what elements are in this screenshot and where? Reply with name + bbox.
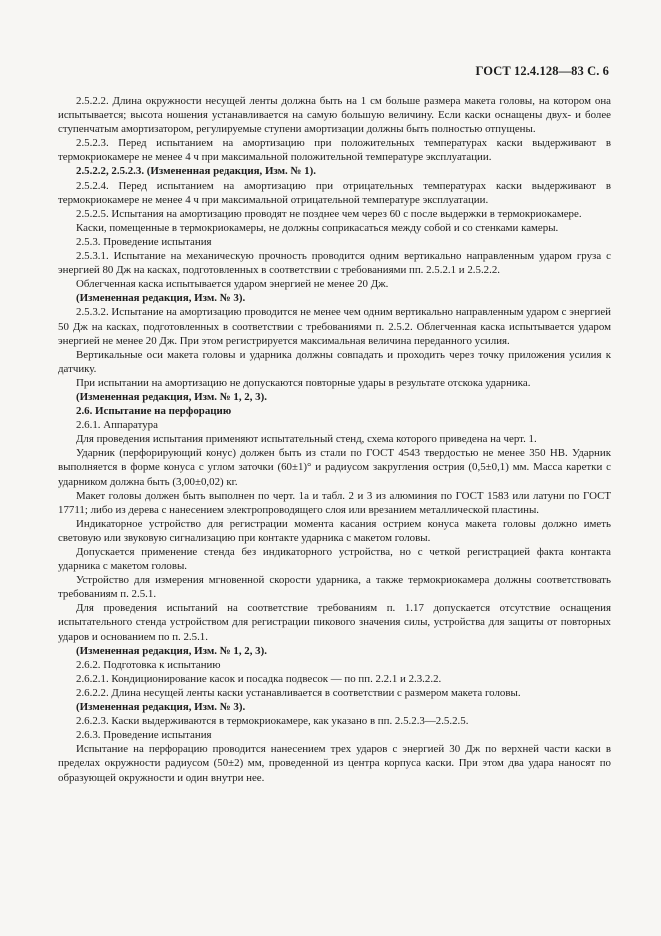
paragraph: Ударник (перфорирующий конус) должен быть из стали по ГОСТ 4543 твердостью не менее 350 НВ. Ударник выполняется в форме конуса с углом заточки (60±1)° и радиусом закругления острия (0,5±0,1) мм. Масса каретки с ударником должна быть (3,00±0,02) кг. <box>58 447 611 488</box>
page-header: ГОСТ 12.4.128—83 С. 6 <box>475 64 609 78</box>
paragraph: 2.5.2.3. Перед испытанием на амортизацию при положительных температурах каски выдерживают в термокриокамере не менее 4 ч при максимальной положительной температуре эксплуатации. <box>58 137 611 164</box>
paragraph: Устройство для измерения мгновенной скорости ударника, а также термокриокамера должны соответствовать требованиям п. 2.5.1. <box>58 574 611 601</box>
amendment-note: (Измененная редакция, Изм. № 3). <box>76 292 246 305</box>
subsection-heading: 2.6.3. Проведение испытания <box>76 729 212 742</box>
paragraph: Каски, помещенные в термокриокамеры, не должны соприкасаться между собой и со стенками камеры. <box>76 221 559 234</box>
paragraph: 2.6.2.2. Длина несущей ленты каски устанавливается в соответствии с размером макета головы. <box>76 686 521 699</box>
paragraph: 2.5.2.2. Длина окружности несущей ленты должна быть на 1 см больше размера макета головы, на котором она испытывается; высота ношения устанавливается на самую большую величину. Если каски оснащены двух- и более ступенчатым амортизатором, регулируемые ступени амортизации должны быть полностью отпущены. <box>58 95 611 136</box>
paragraph: 2.6.2.1. Кондиционирование касок и посадка подвесок — по пп. 2.2.1 и 2.3.2.2. <box>76 672 442 685</box>
paragraph: 2.5.2.5. Испытания на амортизацию проводят не позднее чем через 60 с после выдержки в термокриокамере. <box>76 207 582 220</box>
paragraph: 2.5.3.2. Испытание на амортизацию проводится не менее чем одним вертикально направленным ударом с энергией 50 Дж на касках, подготовленных в соответствии с требованиями п. 2.5.2. Облегченная каска испытывается ударом энергией не менее 20 Дж. При этом регистрируется максимальная величина переданного усилия. <box>58 306 611 347</box>
paragraph: Вертикальные оси макета головы и ударника должны совпадать и проходить через точку приложения усилия к датчику. <box>58 348 611 375</box>
subsection-heading: 2.6.2. Подготовка к испытанию <box>76 658 221 671</box>
paragraph: 2.6.2.3. Каски выдерживаются в термокриокамере, как указано в пп. 2.5.2.3—2.5.2.5. <box>76 715 469 728</box>
subsection-heading: 2.5.3. Проведение испытания <box>76 235 212 248</box>
document-body <box>58 94 611 785</box>
amendment-note: (Измененная редакция, Изм. № 1, 2, 3). <box>76 390 267 403</box>
paragraph: Допускается применение стенда без индикаторного устройства, но с четкой регистрацией факта контакта ударника с макетом головы. <box>58 546 611 573</box>
amendment-note: 2.5.2.2, 2.5.2.3. (Измененная редакция, Изм. № 1). <box>76 165 316 178</box>
paragraph: Индикаторное устройство для регистрации момента касания острием конуса макета головы должно иметь световую или звуковую сигнализацию при контакте ударника с макетом головы. <box>58 517 611 544</box>
section-heading: 2.6. Испытание на перфорацию <box>76 405 232 418</box>
paragraph: Для проведения испытаний на соответствие требованиям п. 1.17 допускается отсутствие оснащения испытательного стенда устройством для регистрации пикового значения силы, устройства для защиты от повторных ударов и основанием по п. 2.5.1. <box>58 602 611 643</box>
paragraph: Испытание на перфорацию проводится нанесением трех ударов с энергией 30 Дж по верхней части каски в пределах окружности радиусом (50±2) мм, проведенной из центра корпуса каски. При этом два удара наносят по образующей окружности и один внутри нее. <box>58 743 611 784</box>
paragraph: 2.5.3.1. Испытание на механическую прочность проводится одним вертикально направленным ударом груза с энергией 80 Дж на касках, подготовленных в соответствии с требованиями пп. 2.5.2.1 и 2.5.2.2. <box>58 250 611 277</box>
paragraph: Облегченная каска испытывается ударом энергией не менее 20 Дж. <box>76 278 389 291</box>
amendment-note: (Измененная редакция, Изм. № 1, 2, 3). <box>76 644 267 657</box>
paragraph: Для проведения испытания применяют испытательный стенд, схема которого приведена на черт. 1. <box>76 433 537 446</box>
paragraph: Макет головы должен быть выполнен по черт. 1а и табл. 2 и 3 из алюминия по ГОСТ 1583 или латуни по ГОСТ 17711; либо из дерева с нанесением электропроводящего слоя или врезанием металлической пластины. <box>58 489 611 516</box>
subsection-heading: 2.6.1. Аппаратура <box>76 419 158 432</box>
paragraph: При испытании на амортизацию не допускаются повторные удары в результате отскока ударника. <box>76 376 531 389</box>
amendment-note: (Измененная редакция, Изм. № 3). <box>76 701 246 714</box>
paragraph: 2.5.2.4. Перед испытанием на амортизацию при отрицательных температурах каски выдерживают в термокриокамере не менее 4 ч при максимальной отрицательной температуре эксплуатации. <box>58 179 611 206</box>
